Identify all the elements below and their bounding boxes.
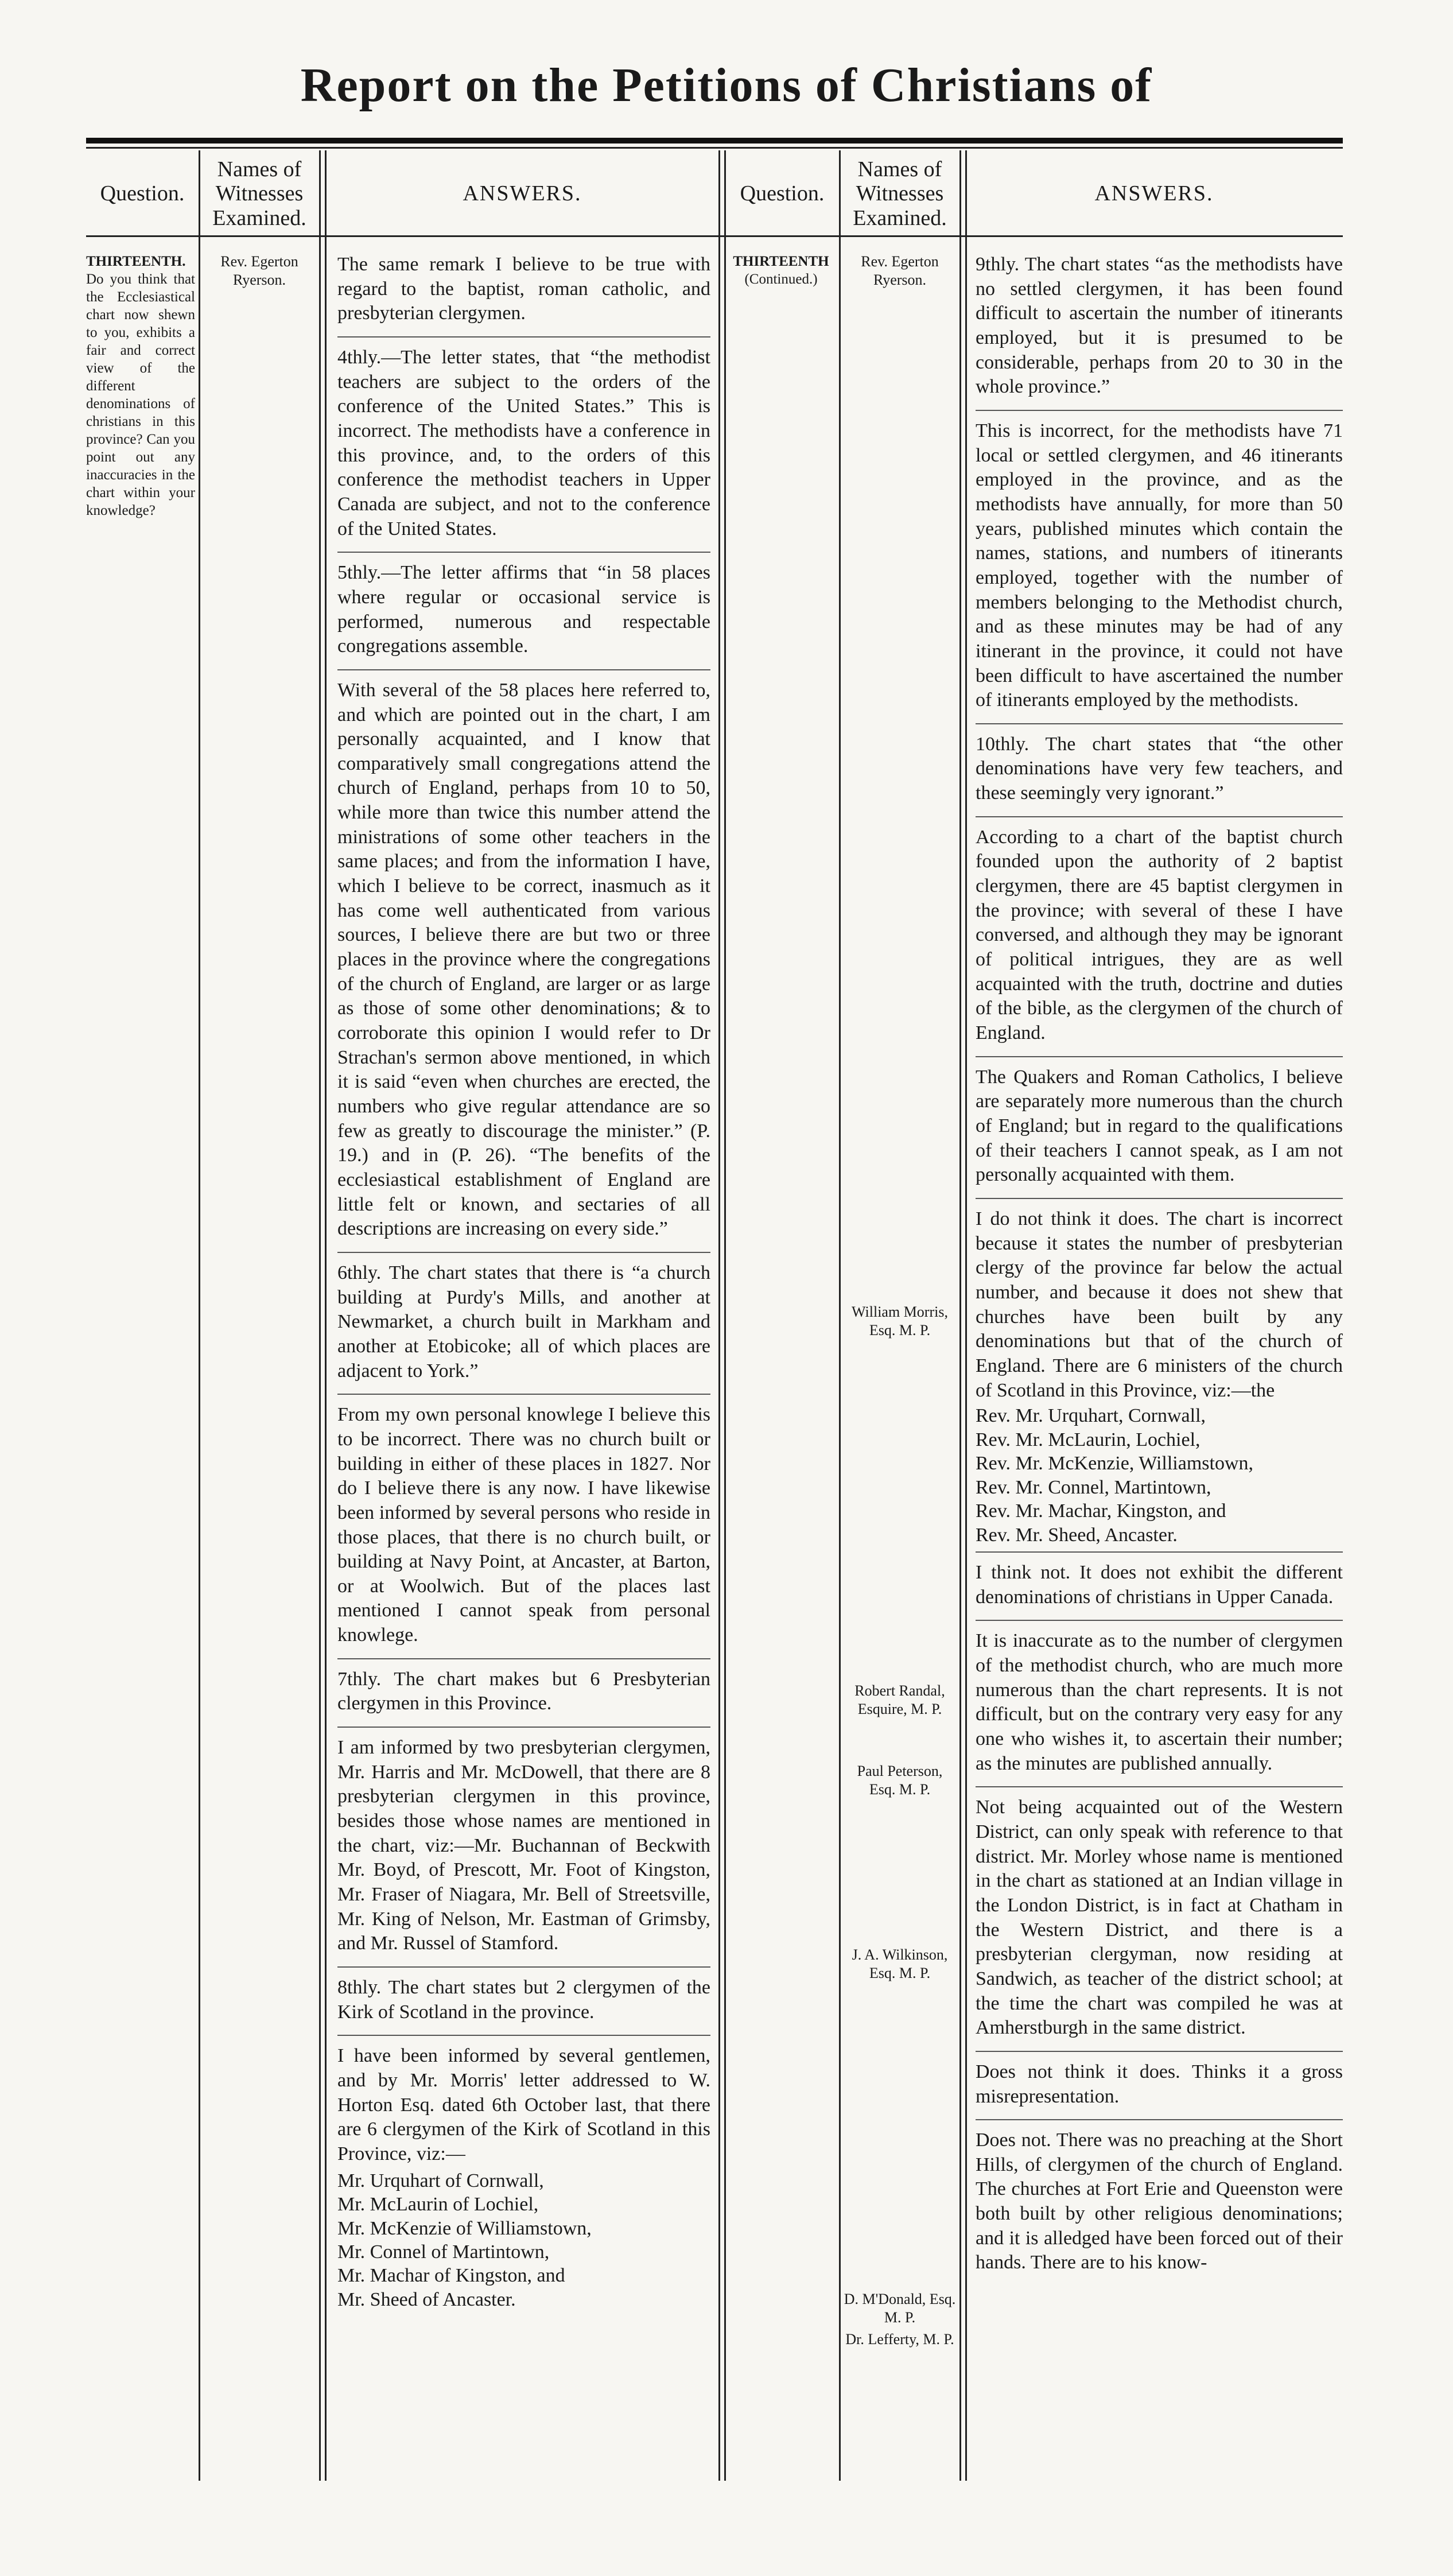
- question-lead: THIRTEENTH.: [86, 254, 186, 269]
- list-item: Rev. Mr. Connel, Martintown,: [976, 1476, 1211, 1498]
- kirk-clergy-list: [337, 2169, 710, 2312]
- column-divider: [959, 150, 961, 2481]
- list-item: Mr. Urquhart of Cornwall,: [337, 2170, 544, 2191]
- answer-paragraph: From my own personal knowlege I believe this to be incorrect. There was no church built or building in either of these places in 1827. Nor do I believe there is any now. I have likewise been informed by several persons who reside in those places, that there is no church built, or building at Navy Point, at Ancaster, at Barton, or at Woolwich. But of the places last mentioned I cannot speak from personal knowlege.: [337, 1404, 710, 1646]
- column-divider: [724, 150, 726, 2481]
- divider: [337, 1966, 710, 1968]
- question-cell: [86, 253, 195, 519]
- column-divider: [965, 150, 967, 2481]
- question-continued: (Continued.): [744, 271, 818, 287]
- witness-name: Robert Randal, Esquire, M. P.: [854, 1682, 945, 1717]
- divider: [976, 1551, 1343, 1553]
- answer-paragraph: The same remark I believe to be true with regard to the baptist, roman catholic, and presbyterian clergymen.: [337, 254, 710, 324]
- header-rule: [86, 235, 1343, 237]
- answers-left: [337, 253, 710, 2311]
- header-witnesses: Names of Witnesses Examined.: [212, 157, 306, 230]
- answer-paragraph: I am informed by two presbyterian clergymen, Mr. Harris and Mr. McDowell, that there are 8 presbyterian clergymen in this province, besides those whose names are mentioned in the chart, viz:—Mr. Buchannan of Beckwith Mr. Boyd, of Prescott, Mr. Foot of Kingston, Mr. Fraser of Niagara, Mr. Bell of Streetsville, Mr. King of Nelson, Mr. Eastman of Grimsby, and Mr. Russel of Stamford.: [337, 1737, 710, 1954]
- question-text: Do you think that the Ecclesiastical chart now shewn to you, exhibits a fair and correct view of the different denominations of christians in this province? Can you point out any inaccuracies in the chart within your knowledge?: [86, 271, 195, 518]
- list-item: Mr. Sheed of Ancaster.: [337, 2288, 516, 2310]
- answer-paragraph: Not being acquainted out of the Western District, can only speak with reference to that district. Mr. Morley whose name is mentioned in the chart as stationed at an Indian village in the London District, is in fact at Chatham in the Western District, and there is a presbyterian clergyman, now residing at Sandwich, as teacher of the district school; at the time the chart was compiled he was at Amherstburgh in the same district.: [976, 1797, 1343, 2039]
- divider: [976, 1056, 1343, 1057]
- answer-paragraph: 10thly. The chart states that “the other denominations have very few teachers, and these seemingly very ignorant.”: [976, 733, 1343, 804]
- divider: [337, 2035, 710, 2036]
- divider: [976, 1620, 1343, 1621]
- page-title: Report on the Petitions of Christians of: [300, 59, 1153, 112]
- kirk-clergy-list: [976, 1404, 1343, 1547]
- list-item: Rev. Mr. McKenzie, Williamstown,: [976, 1453, 1254, 1475]
- column-divider: [319, 150, 321, 2481]
- column-divider: [718, 150, 720, 2481]
- divider: [337, 669, 710, 670]
- header-witnesses-right: Names of Witnesses Examined.: [853, 157, 947, 230]
- divider: [976, 2051, 1343, 2052]
- witness-name: J. A. Wilkinson, Esq. M. P.: [852, 1946, 948, 1981]
- divider: [337, 552, 710, 553]
- divider: [976, 2119, 1343, 2120]
- answer-paragraph: With several of the 58 places here referred to, and which are pointed out in the chart, I am personally acquainted, and I know that comparatively small congregations attend the church of England, perhaps from 10 to 50, while more than twice this number attend the ministrations of some other teachers in the same places; and from the information I have, which I believe to be correct, inasmuch as it has come well authenticated from various sources, I believe there are but two or three places in the province where the congregations of the church of England, are larger or as large as those of some other denominations; & to corroborate this opinion I would refer to Dr Strachan's sermon above mentioned, in which it is said “even when churches are erected, the numbers who give regular attendance are so few as greatly to discourage the minister.” (P. 19.) and in (P. 26). “The benefits of the ecclesiastical establishment of England are little felt or known, and sectaries of all descriptions are increasing on every side.”: [337, 679, 710, 1240]
- list-item: Rev. Mr. Machar, Kingston, and: [976, 1500, 1226, 1522]
- witness-name: Rev. Egerton Ryerson.: [220, 253, 298, 288]
- answer-paragraph: It is inaccurate as to the number of clergymen of the methodist church, who are much more numerous than the chart represents. It is not difficult, but on the contrary very easy for any one who wishes it, to ascertain their number; as the minutes are published annually.: [976, 1630, 1343, 1774]
- answer-paragraph: I think not. It does not exhibit the different denominations of christians in Upper Canada.: [976, 1562, 1343, 1608]
- header-answers-right: ANSWERS.: [1094, 181, 1214, 206]
- column-divider: [199, 150, 200, 2481]
- divider: [337, 1394, 710, 1395]
- answer-paragraph: Does not think it does. Thinks it a gross misrepresentation.: [976, 2061, 1343, 2107]
- divider: [337, 1727, 710, 1728]
- answer-paragraph: I do not think it does. The chart is incorrect because it states the number of presbyterian clergy of the province far below the actual number, and because it does not shew that churches have been built by any denominations but that of the church of England. There are 6 ministers of the church of Scotland in this Province, viz:—the: [976, 1208, 1343, 1401]
- answer-paragraph: 6thly. The chart states that there is “a church building at Purdy's Mills, and another at Newmarket, a church built in Markham and another at Etobicoke; all of which places are adjacent to York.”: [337, 1262, 710, 1382]
- header-question-right: Question.: [740, 181, 825, 206]
- header-question: Question.: [100, 181, 185, 206]
- list-item: Mr. McKenzie of Williamstown,: [337, 2217, 592, 2239]
- answer-paragraph: 8thly. The chart states but 2 clergymen of the Kirk of Scotland in the province.: [337, 1977, 710, 2023]
- answer-paragraph: This is incorrect, for the methodists have 71 local or settled clergymen, and 46 itinerants employed in the province, and as the methodists have annually, for more than 50 years, published minutes which contain the names, stations, and numbers of itinerants employed, together with the number of members belonging to the Methodist church, and as these minutes may be had of any itinerant in the province, it could not have been difficult to have ascertained the number of itinerants employed by the methodists.: [976, 420, 1343, 711]
- title-rule-thick: [86, 138, 1343, 143]
- list-item: Mr. Machar of Kingston, and: [337, 2265, 565, 2287]
- list-item: Rev. Mr. McLaurin, Lochiel,: [976, 1429, 1201, 1450]
- divider: [337, 1658, 710, 1659]
- list-item: Rev. Mr. Urquhart, Cornwall,: [976, 1405, 1206, 1427]
- divider: [337, 336, 710, 337]
- witness-name: D. M'Donald, Esq. M. P.: [844, 2291, 956, 2326]
- answers-right: [976, 253, 1343, 2286]
- witness-name: Dr. Lefferty, M. P.: [845, 2331, 954, 2348]
- answer-paragraph: 4thly.—The letter states, that “the methodist teachers are subject to the orders of the conference of the United States.” This is incorrect. The methodists have a conference in this province, and, to the orders of this conference the methodist teachers in Upper Canada are subject, and not to the conference of the United States.: [337, 346, 710, 540]
- answer-paragraph: According to a chart of the baptist church founded upon the authority of 2 baptist clergymen, there are 45 baptist clergymen in the province; with several of these I have conversed, and although they may be ignorant of political intrigues, they are as well acquainted with the truth, doctrine and duties of the bible, as the clergymen of the church of England.: [976, 826, 1343, 1044]
- question-lead-right: THIRTEENTH: [733, 254, 829, 269]
- list-item: Rev. Mr. Sheed, Ancaster.: [976, 1524, 1178, 1546]
- list-item: Mr. Connel of Martintown,: [337, 2241, 550, 2263]
- question-cell-right: [727, 253, 836, 288]
- answer-paragraph: The Quakers and Roman Catholics, I believe are separately more numerous than the church of England; but in regard to the qualifications of their teachers I cannot speak, as I am not personally acquainted with them.: [976, 1066, 1343, 1186]
- divider: [976, 723, 1343, 724]
- divider: [976, 410, 1343, 411]
- column-divider: [325, 150, 327, 2481]
- witness-name: Rev. Egerton Ryerson.: [861, 253, 939, 288]
- answer-paragraph: 9thly. The chart states “as the methodists have no settled clergymen, it has been found difficult to ascertain the number of itinerants employed, but it is presumed to be considerable, perhaps from 20 to 30 in the whole province.”: [976, 254, 1343, 398]
- divider: [976, 1786, 1343, 1787]
- answer-paragraph: Does not. There was no preaching at the Short Hills, of clergymen of the church of England. The churches at Fort Erie and Queenston were both built by other religious denominations; and it is alledged have been forced out of their hands. There are to his know-: [976, 2129, 1343, 2274]
- answer-paragraph: 5thly.—The letter affirms that “in 58 places where regular or occasional service is performed, numerous and respectable congregations assemble.: [337, 562, 710, 657]
- divider: [337, 1252, 710, 1253]
- title-rule-thin: [86, 147, 1343, 149]
- divider: [976, 816, 1343, 817]
- list-item: Mr. McLaurin of Lochiel,: [337, 2194, 539, 2216]
- header-answers: ANSWERS.: [463, 181, 582, 206]
- answer-paragraph: I have been informed by several gentlemen, and by Mr. Morris' letter addressed to W. Horton Esq. dated 6th October last, that there are 6 clergymen of the Kirk of Scotland in this Province, viz:—: [337, 2045, 710, 2164]
- witness-name: Paul Peterson, Esq. M. P.: [857, 1763, 943, 1798]
- answer-paragraph: 7thly. The chart makes but 6 Presbyterian clergymen in this Province.: [337, 1668, 710, 1714]
- divider: [976, 1198, 1343, 1199]
- witness-name: William Morris, Esq. M. P.: [852, 1303, 948, 1339]
- column-divider: [839, 150, 841, 2481]
